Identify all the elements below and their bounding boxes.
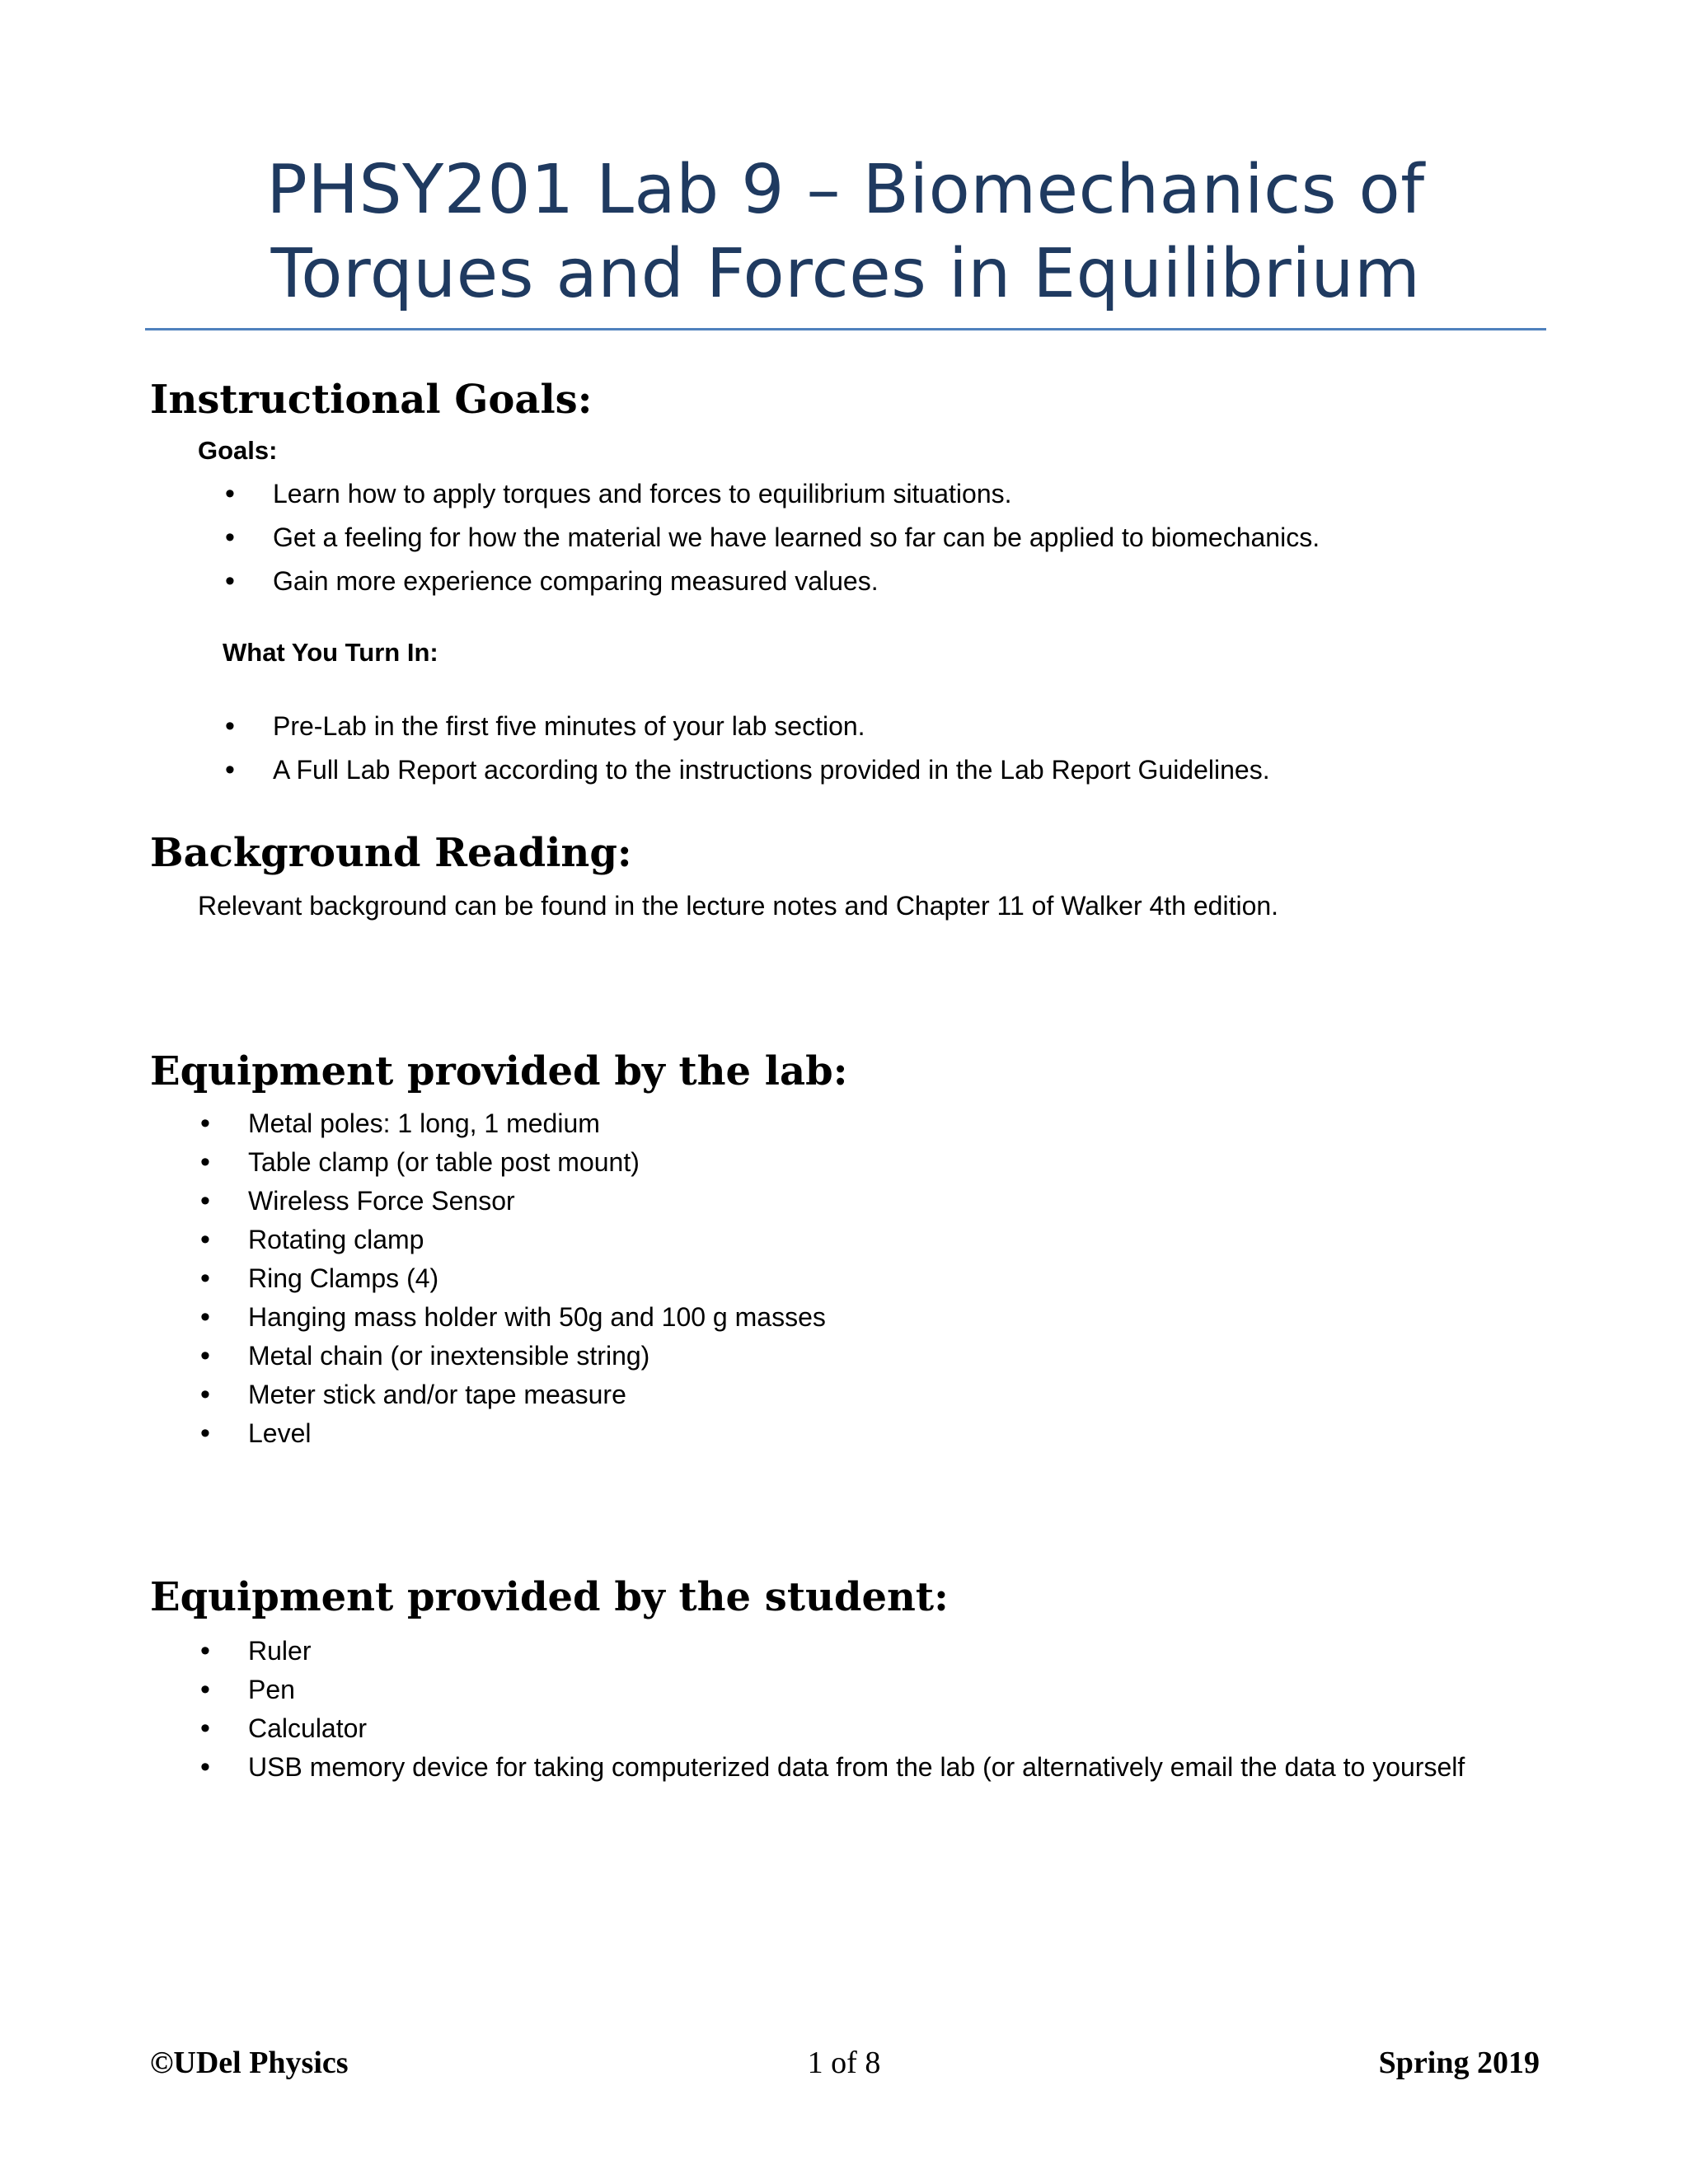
list-item: • A Full Lab Report according to the instructions provided in the Lab Report Guidelines. [273, 748, 1270, 792]
list-item: • Wireless Force Sensor [248, 1182, 826, 1221]
list-item: • Pre-Lab in the first five minutes of your lab section. [273, 705, 1270, 748]
goals-list [225, 472, 1320, 603]
bullet-icon: • [200, 1751, 210, 1783]
turn-in-label: What You Turn In: [223, 638, 438, 667]
goals-label: Goals: [198, 436, 278, 465]
equipment-student-heading: Equipment provided by the student: [150, 1574, 949, 1620]
document-title [145, 148, 1546, 316]
bullet-icon: • [225, 565, 235, 597]
bullet-icon: • [200, 1185, 210, 1216]
equipment-lab-list [200, 1104, 826, 1453]
list-item: • Level [248, 1414, 826, 1453]
bullet-icon: • [200, 1635, 210, 1666]
list-item: • Ring Clamps (4) [248, 1259, 826, 1298]
bullet-icon: • [200, 1340, 210, 1371]
title-line-2: Torques and Forces in Equilibrium [270, 235, 1421, 313]
list-item: • Metal poles: 1 long, 1 medium [248, 1104, 826, 1143]
equipment-lab-heading: Equipment provided by the lab: [150, 1048, 848, 1094]
bullet-icon: • [200, 1224, 210, 1255]
bullet-icon: • [200, 1674, 210, 1705]
turn-in-list [225, 705, 1270, 792]
footer-term: Spring 2019 [1378, 2046, 1540, 2080]
bullet-icon: • [200, 1301, 210, 1333]
footer-page-number: 1 of 8 [807, 2046, 881, 2080]
bullet-icon: • [200, 1108, 210, 1139]
title-divider [145, 328, 1546, 330]
bullet-icon: • [200, 1418, 210, 1449]
bullet-icon: • [225, 754, 235, 785]
list-item: • Learn how to apply torques and forces to equilibrium situations. [273, 472, 1320, 516]
equipment-student-list [200, 1632, 1517, 1786]
list-item: • USB memory device for taking computerized data from the lab (or alternatively email the data to yourself [248, 1748, 1517, 1786]
bullet-icon: • [200, 1713, 210, 1744]
bullet-icon: • [225, 478, 235, 509]
bullet-icon: • [200, 1263, 210, 1294]
list-item: • Hanging mass holder with 50g and 100 g masses [248, 1298, 826, 1337]
list-item: • Get a feeling for how the material we have learned so far can be applied to biomechanics. [273, 516, 1320, 560]
list-item: • Meter stick and/or tape measure [248, 1376, 826, 1414]
bullet-icon: • [200, 1379, 210, 1410]
list-item: • Gain more experience comparing measured values. [273, 560, 1320, 603]
list-item: • Pen [248, 1671, 1517, 1709]
list-item: • Calculator [248, 1709, 1517, 1748]
footer-copyright: ©UDel Physics [150, 2046, 349, 2080]
background-reading-heading: Background Reading: [150, 830, 632, 876]
bullet-icon: • [200, 1146, 210, 1178]
bullet-icon: • [225, 710, 235, 742]
title-line-1: PHSY201 Lab 9 – Biomechanics of [266, 151, 1425, 229]
list-item: • Metal chain (or inextensible string) [248, 1337, 826, 1376]
list-item: • Rotating clamp [248, 1221, 826, 1259]
background-reading-text: Relevant background can be found in the lecture notes and Chapter 11 of Walker 4th edition. [198, 891, 1279, 921]
bullet-icon: • [225, 522, 235, 553]
list-item: • Table clamp (or table post mount) [248, 1143, 826, 1182]
instructional-goals-heading: Instructional Goals: [150, 377, 593, 423]
list-item: • Ruler [248, 1632, 1517, 1671]
